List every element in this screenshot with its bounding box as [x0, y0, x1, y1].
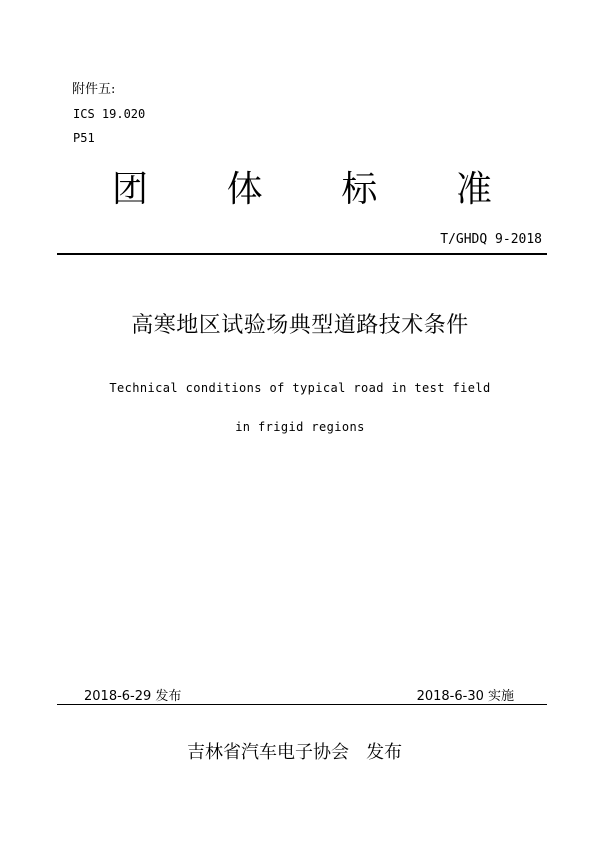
issue-date: 2018-6-29 发布 — [84, 689, 182, 704]
document-title-chinese: 高寒地区试验场典型道路技术条件 — [131, 313, 469, 338]
document-title-english-line2: in frigid regions — [235, 420, 365, 434]
standard-number: T/GHDQ 9-2018 — [440, 232, 542, 247]
standard-type-char: 标 — [341, 169, 378, 210]
standard-type-char: 准 — [455, 169, 492, 210]
issuing-organization: 吉林省汽车电子协会 发布 — [187, 742, 403, 763]
document-title-english-line1: Technical conditions of typical road in test field — [109, 381, 491, 395]
standard-type-char: 体 — [226, 169, 263, 210]
attachment-label: 附件五: — [72, 82, 116, 97]
standard-type-char: 团 — [112, 169, 149, 210]
standard-type-heading — [112, 166, 492, 214]
implementation-date: 2018-6-30 实施 — [416, 689, 514, 704]
ccs-code: P51 — [73, 131, 95, 145]
bottom-divider — [57, 704, 547, 705]
top-divider — [57, 253, 547, 255]
ics-code: ICS 19.020 — [73, 107, 146, 121]
